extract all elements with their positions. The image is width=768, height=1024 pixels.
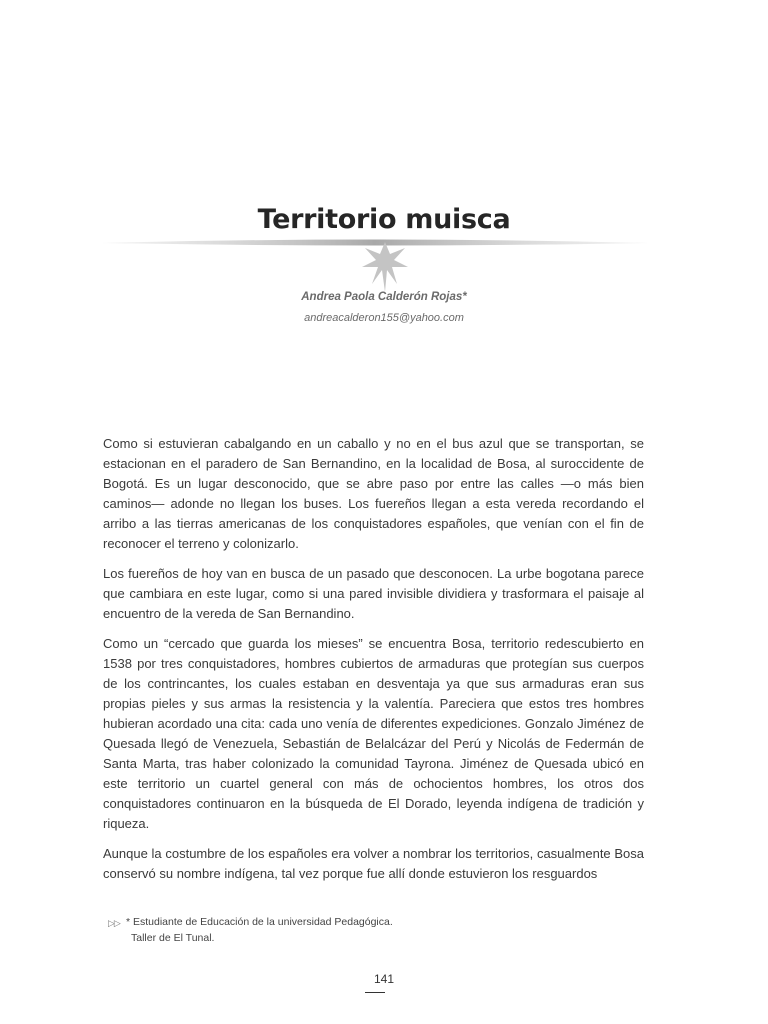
- author-name: Andrea Paola Calderón Rojas*: [301, 291, 467, 303]
- footnote-line: * Estudiante de Educación de la universidad Pedagógica.: [126, 916, 393, 928]
- title-star-ornament: [102, 234, 648, 294]
- paragraph: Aunque la costumbre de los españoles era volver a nombrar los territorios, casualmente Bosa conservó su nombre indígena, tal vez porque fue allí donde estuvieron los resguardos: [103, 846, 644, 881]
- page-number: 141: [373, 972, 395, 986]
- footnote-line: Taller de El Tunal.: [131, 932, 215, 944]
- author-email: andreacalderon155@yahoo.com: [304, 312, 464, 324]
- paragraph: Como un “cercado que guarda los mieses” se encuentra Bosa, territorio redescubierto en 1538 por tres conquistadores, hombres cubiertos de armaduras que protegían sus cuerpos de los contrincantes, los cuales estaban en desventaja ya que sus armaduras eran sus propias pieles y sus armas la resistencia y la valentía. Pareciera que estos tres hombres hubieran acordado una cita: cada uno venía de diferentes expediciones. Gonzalo Jiménez de Quesada llegó de Venezuela, Sebastián de Belalcázar del Perú y Nicolás de Federmán de Santa Marta, tras haber colonizado la comunidad Tayrona. Jiménez de Quesada ubicó en este territorio un cuartel general con más de ochocientos hombres, los otros dos conquistadores continuaron en la búsqueda de El Dorado, leyenda indígena de tradición y riqueza.: [103, 636, 644, 831]
- footnote-arrow-icon: ▷▷: [108, 918, 120, 928]
- article-title: Territorio muisca: [257, 204, 511, 235]
- page-number-underline: [365, 992, 385, 993]
- article-body: [103, 434, 644, 894]
- footnote: [108, 915, 393, 946]
- paragraph: Los fuereños de hoy van en busca de un pasado que desconocen. La urbe bogotana parece que cambiara en este lugar, como si una pared invisible dividiera y trasformara el paisaje al encuentro de la vereda de San Bernandino.: [103, 566, 644, 621]
- paragraph: Como si estuvieran cabalgando en un caballo y no en el bus azul que se transportan, se estacionan en el paradero de San Bernandino, en la localidad de Bosa, al suroccidente de Bogotá. Es un lugar desconocido, que se abre paso por entre las calles —o más bien caminos— adonde no llegan los buses. Los fuereños llegan a esta vereda recordando el arribo a las tierras americanas de los conquistadores españoles, que venían con el fin de reconocer el terreno y colonizarlo.: [103, 436, 644, 551]
